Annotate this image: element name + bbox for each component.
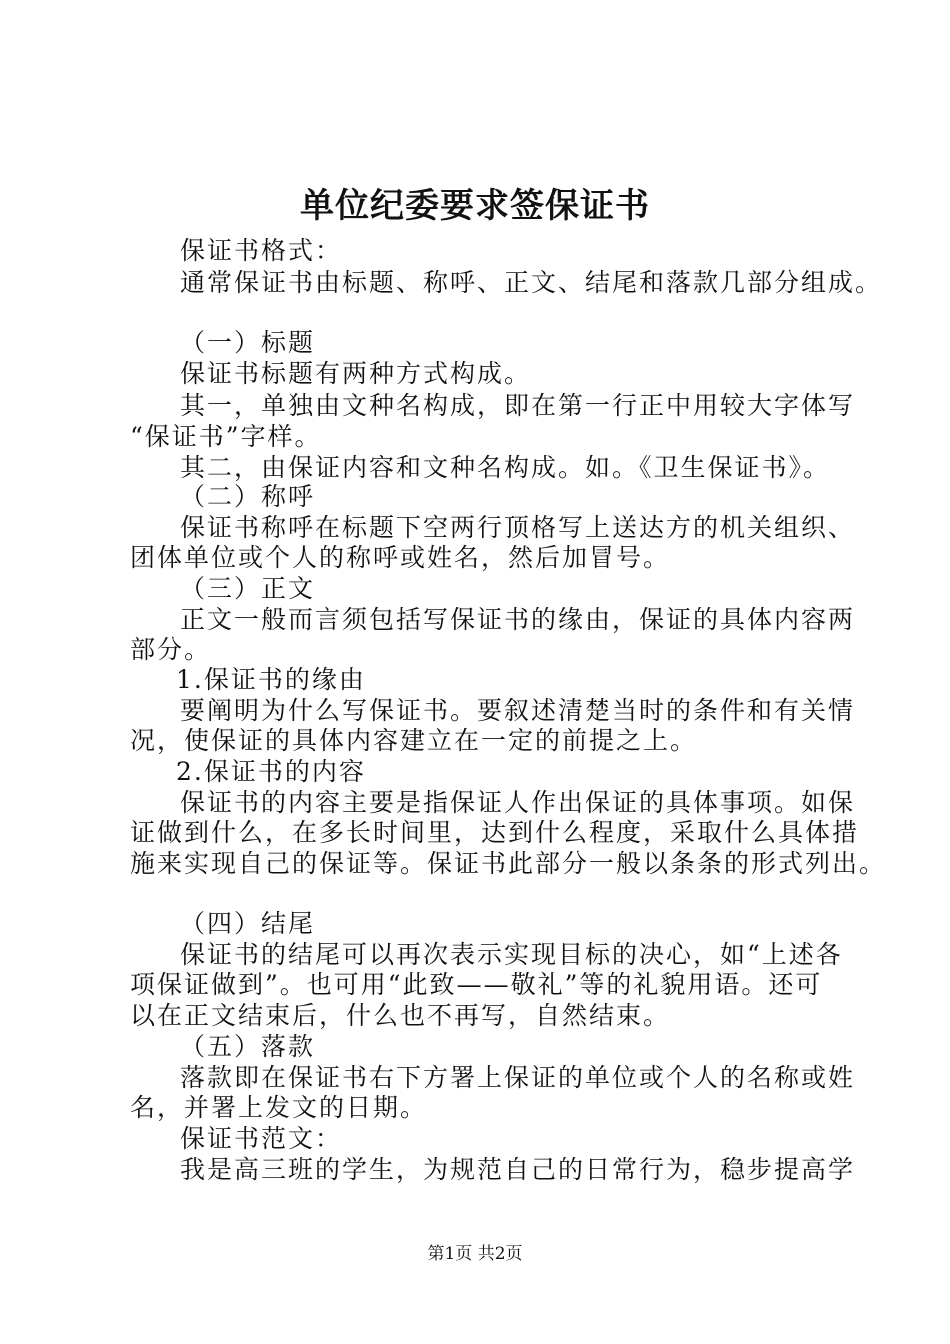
paragraph-line: 部分。 [130,635,212,664]
paragraph-line: 正文一般而言须包括写保证书的缘由，保证的具体内容两 [180,605,856,634]
paragraph-line: 要阐明为什么写保证书。要叙述清楚当时的条件和有关情 [180,696,856,725]
paragraph-line: 保证书标题有两种方式构成。 [180,359,532,388]
section-heading: （五）落款 [180,1032,316,1061]
paragraph-line: “保证书”字样。 [130,422,322,451]
paragraph-line: 保证书范文： [180,1124,343,1153]
paragraph-line: 其二，由保证内容和文种名构成。如。《卫生保证书》。 [180,453,831,482]
subsection-heading: 1.保证书的缘由 [176,665,366,694]
paragraph-line: 保证书的内容主要是指保证人作出保证的具体事项。如保 [180,788,856,817]
paragraph-line: 保证书的结尾可以再次表示实现目标的决心，如“上述各 [180,940,843,969]
subsection-heading: 2.保证书的内容 [176,757,366,786]
paragraph-line: 其一，单独由文种名构成，即在第一行正中用较大字体写 [180,391,856,420]
paragraph-line: 况，使保证的具体内容建立在一定的前提之上。 [130,726,698,755]
page-footer: 第1页 共2页 [427,1244,523,1264]
paragraph-line: 证做到什么，在多长时间里，达到什么程度，采取什么具体措 [130,818,860,847]
paragraph-line: 我是高三班的学生，为规范自己的日常行为，稳步提高学 [180,1155,856,1184]
paragraph-line: 保证书称呼在标题下空两行顶格写上送达方的机关组织、 [180,513,856,542]
section-heading: （一）标题 [180,328,316,357]
paragraph-line: 保证书格式： [180,236,343,265]
paragraph-line: 以在正文结束后，什么也不再写，自然结束。 [130,1001,671,1030]
section-heading: （三）正文 [180,574,316,603]
paragraph-line: 施来实现自己的保证等。保证书此部分一般以条条的形式列出。 [130,849,887,878]
paragraph-line: 落款即在保证书右下方署上保证的单位或个人的名称或姓 [180,1063,856,1092]
document-title: 单位纪委要求签保证书 [300,186,650,226]
section-heading: （四）结尾 [180,909,316,938]
section-heading: （二）称呼 [180,482,316,511]
paragraph-line: 团体单位或个人的称呼或姓名，然后加冒号。 [130,543,671,572]
paragraph-line: 项保证做到”。也可用“此致——敬礼”等的礼貌用语。还可 [130,970,823,999]
paragraph-line: 通常保证书由标题、称呼、正文、结尾和落款几部分组成。 [180,268,883,297]
paragraph-line: 名，并署上发文的日期。 [130,1093,428,1122]
